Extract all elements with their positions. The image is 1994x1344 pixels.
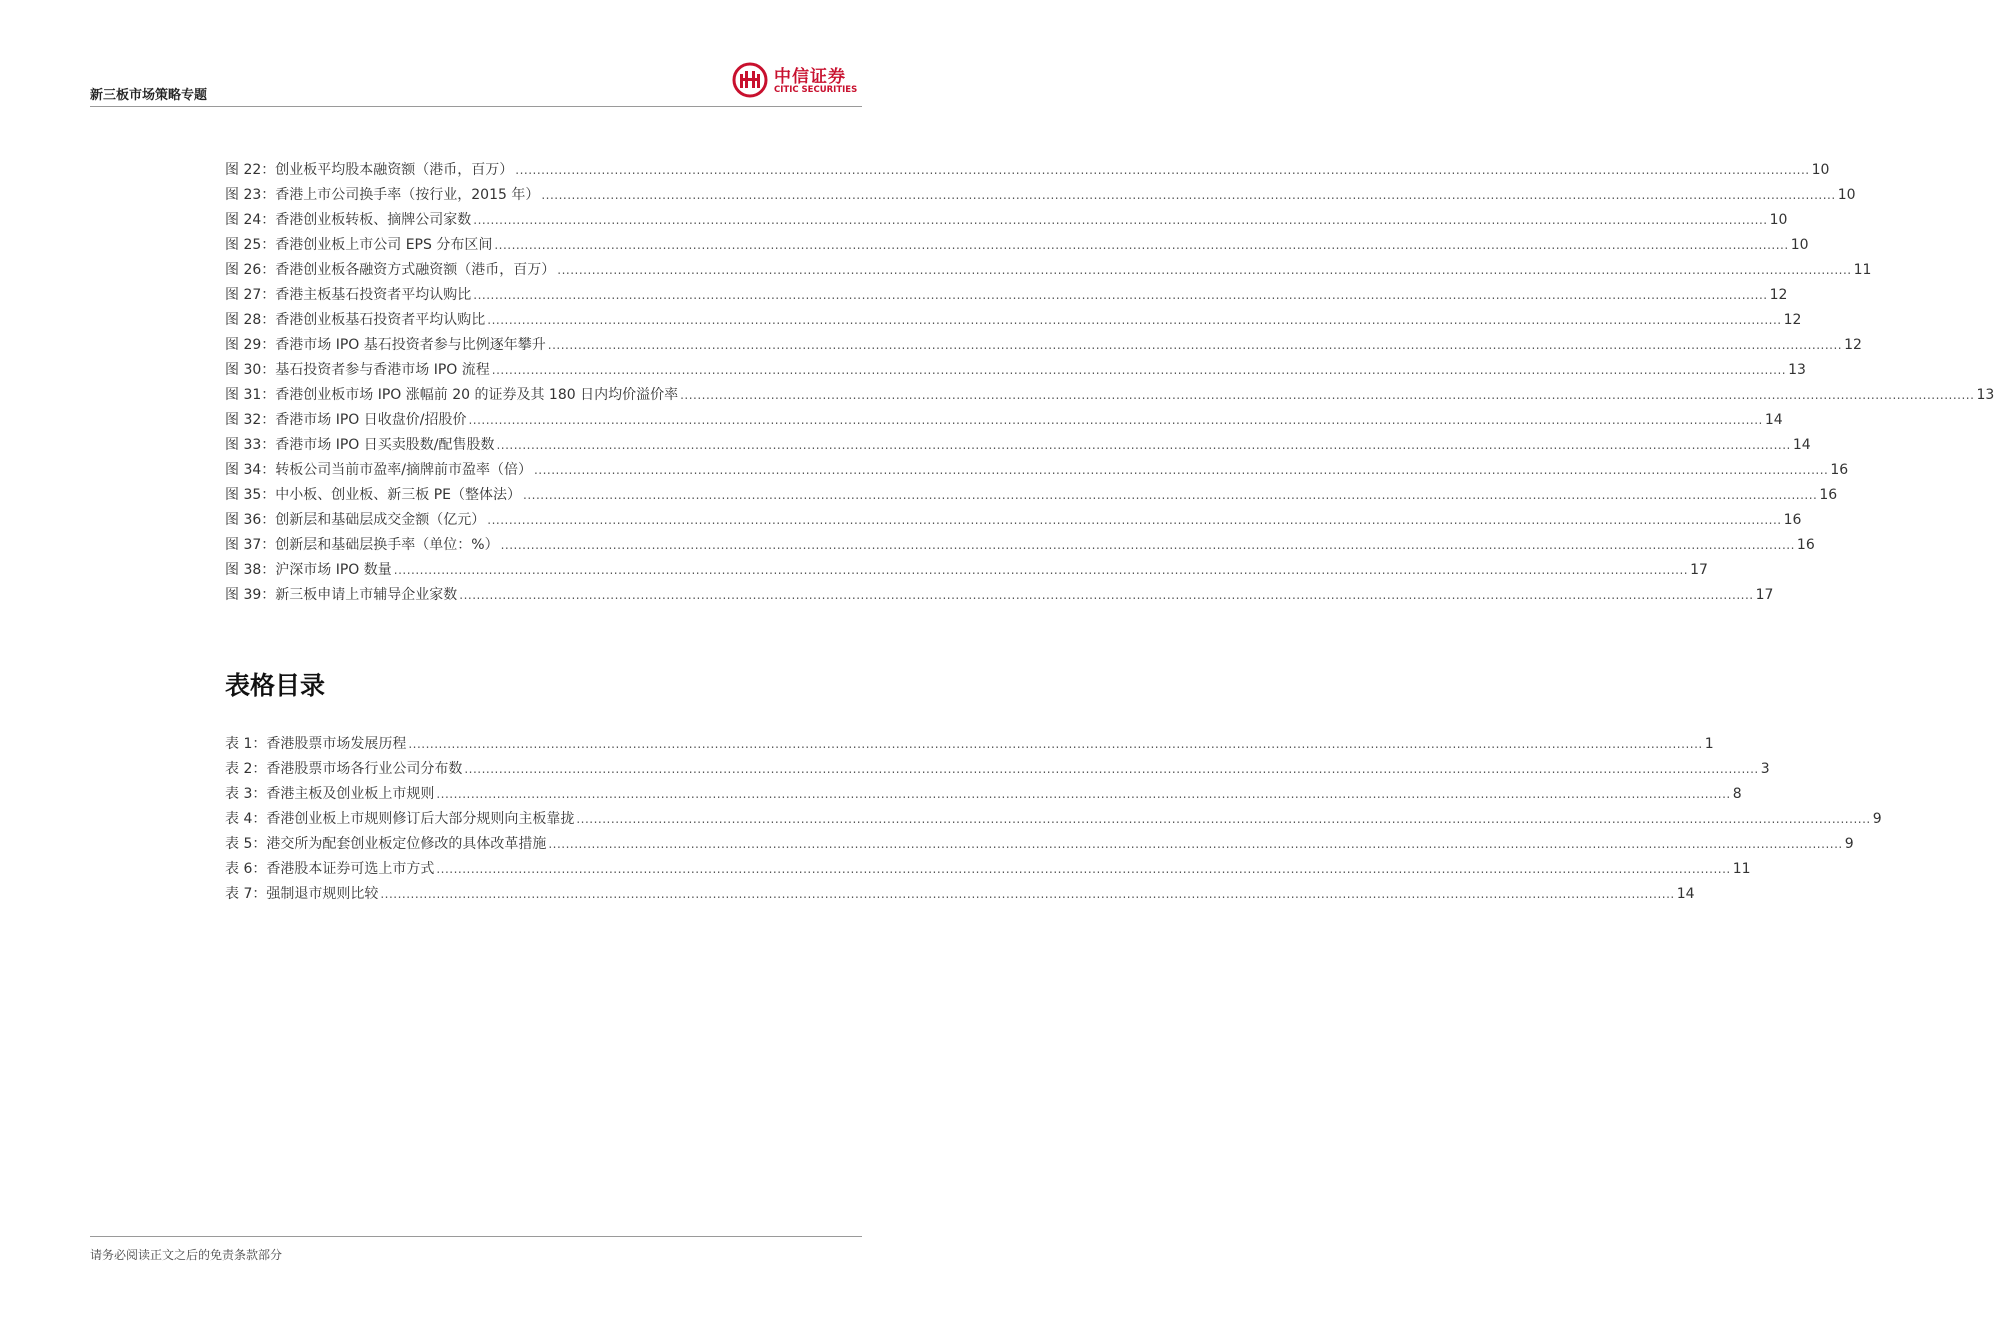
toc-leader-dots: ............................................................................................................................................................................................................................................................................................................ bbox=[541, 188, 1836, 202]
toc-entry-page: 10 bbox=[1790, 237, 1809, 253]
toc-entry-label: 图 24：香港创业板转板、摘牌公司家数 bbox=[225, 212, 472, 228]
toc-leader-dots: ............................................................................................................................................................................................................................................................................................................ bbox=[473, 288, 1768, 302]
toc-entry-page: 16 bbox=[1796, 537, 1815, 553]
toc-leader-dots: ............................................................................................................................................................................................................................................................................................................ bbox=[557, 263, 1852, 277]
citic-logo bbox=[732, 60, 862, 100]
toc-entry-page: 12 bbox=[1769, 287, 1788, 303]
toc-entry-page: 9 bbox=[1872, 811, 1882, 827]
toc-entry-label: 图 23：香港上市公司换手率（按行业，2015 年） bbox=[225, 187, 540, 203]
toc-entry-page: 3 bbox=[1760, 761, 1770, 777]
toc-leader-dots: ............................................................................................................................................................................................................................................................................................................ bbox=[523, 488, 1818, 502]
toc-leader-dots: ............................................................................................................................................................................................................................................................................................................ bbox=[468, 413, 1763, 427]
toc-entry-page: 9 bbox=[1844, 836, 1854, 852]
logo-english-name: CITIC SECURITIES bbox=[774, 85, 858, 95]
toc-entry[interactable] bbox=[225, 586, 1774, 604]
toc-entry[interactable] bbox=[225, 735, 1714, 753]
logo-chinese-name: 中信证券 bbox=[774, 67, 846, 87]
toc-entry[interactable] bbox=[225, 511, 1802, 529]
toc-entry-label: 图 33：香港市场 IPO 日买卖股数/配售股数 bbox=[225, 437, 495, 453]
toc-leader-dots: ............................................................................................................................................................................................................................................................................................................ bbox=[473, 213, 1768, 227]
toc-entry-page: 11 bbox=[1732, 861, 1751, 877]
toc-entry-page: 8 bbox=[1732, 786, 1742, 802]
toc-leader-dots: ............................................................................................................................................................................................................................................................................................................ bbox=[487, 313, 1782, 327]
toc-entry-page: 13 bbox=[1976, 387, 1994, 403]
toc-entry[interactable] bbox=[225, 785, 1742, 803]
toc-entry[interactable] bbox=[225, 336, 1862, 354]
toc-entry-page: 16 bbox=[1830, 462, 1849, 478]
toc-leader-dots: ............................................................................................................................................................................................................................................................................................................ bbox=[548, 837, 1843, 851]
toc-leader-dots: ............................................................................................................................................................................................................................................................................................................ bbox=[459, 588, 1754, 602]
toc-leader-dots: ............................................................................................................................................................................................................................................................................................................ bbox=[408, 737, 1703, 751]
toc-entry-label: 图 32：香港市场 IPO 日收盘价/招股价 bbox=[225, 412, 467, 428]
toc-entry-label: 表 3：香港主板及创业板上市规则 bbox=[225, 786, 435, 802]
toc-leader-dots: ............................................................................................................................................................................................................................................................................................................ bbox=[491, 363, 1787, 377]
toc-entry-page: 14 bbox=[1764, 412, 1783, 428]
toc-entry-label: 表 7：强制退市规则比较 bbox=[225, 886, 379, 902]
toc-entry-label: 表 1：香港股票市场发展历程 bbox=[225, 736, 407, 752]
toc-entry[interactable] bbox=[225, 211, 1788, 229]
toc-entry-page: 14 bbox=[1676, 886, 1695, 902]
toc-entry-label: 表 5：港交所为配套创业板定位修改的具体改革措施 bbox=[225, 836, 547, 852]
toc-leader-dots: ............................................................................................................................................................................................................................................................................................................ bbox=[380, 887, 1675, 901]
toc-entry-label: 图 34：转板公司当前市盈率/摘牌前市盈率（倍） bbox=[225, 462, 532, 478]
toc-entry-label: 图 37：创新层和基础层换手率（单位：%） bbox=[225, 537, 499, 553]
toc-entry-label: 图 38：沪深市场 IPO 数量 bbox=[225, 562, 392, 578]
toc-leader-dots: ............................................................................................................................................................................................................................................................................................................ bbox=[547, 338, 1843, 352]
toc-entry-page: 10 bbox=[1837, 187, 1856, 203]
toc-entry-page: 16 bbox=[1783, 512, 1802, 528]
toc-entry[interactable] bbox=[225, 361, 1806, 379]
toc-entry[interactable] bbox=[225, 236, 1809, 254]
toc-entry-label: 图 26：香港创业板各融资方式融资额（港币，百万） bbox=[225, 262, 556, 278]
toc-entry-label: 图 30：基石投资者参与香港市场 IPO 流程 bbox=[225, 362, 490, 378]
toc-entry-page: 13 bbox=[1788, 362, 1806, 378]
table-toc-heading: 表格目录 bbox=[225, 671, 326, 700]
toc-entry[interactable] bbox=[225, 860, 1751, 878]
toc-entry-label: 图 27：香港主板基石投资者平均认购比 bbox=[225, 287, 472, 303]
toc-entry-page: 11 bbox=[1853, 262, 1872, 278]
toc-leader-dots: ............................................................................................................................................................................................................................................................................................................ bbox=[496, 438, 1791, 452]
toc-entry-page: 10 bbox=[1811, 162, 1830, 178]
toc-leader-dots: ............................................................................................................................................................................................................................................................................................................ bbox=[487, 513, 1782, 527]
toc-entry-label: 图 35：中小板、创业板、新三板 PE（整体法） bbox=[225, 487, 522, 503]
toc-entry-label: 图 28：香港创业板基石投资者平均认购比 bbox=[225, 312, 486, 328]
toc-entry[interactable] bbox=[225, 436, 1811, 454]
toc-leader-dots: ............................................................................................................................................................................................................................................................................................................ bbox=[515, 163, 1810, 177]
toc-leader-dots: ............................................................................................................................................................................................................................................................................................................ bbox=[533, 463, 1829, 477]
toc-entry[interactable] bbox=[225, 186, 1856, 204]
toc-entry-page: 14 bbox=[1792, 437, 1811, 453]
toc-leader-dots: ............................................................................................................................................................................................................................................................................................................ bbox=[464, 762, 1759, 776]
toc-entry-label: 图 39：新三板申请上市辅导企业家数 bbox=[225, 587, 458, 603]
toc-entry[interactable] bbox=[225, 561, 1708, 579]
toc-leader-dots: ............................................................................................................................................................................................................................................................................................................ bbox=[494, 238, 1789, 252]
toc-entry[interactable] bbox=[225, 411, 1783, 429]
toc-leader-dots: ............................................................................................................................................................................................................................................................................................................ bbox=[680, 388, 1975, 402]
citic-logo-icon bbox=[732, 62, 768, 98]
toc-entry[interactable] bbox=[225, 161, 1830, 179]
toc-entry[interactable] bbox=[225, 386, 1994, 404]
toc-entry[interactable] bbox=[225, 885, 1695, 903]
toc-entry-label: 图 22：创业板平均股本融资额（港币，百万） bbox=[225, 162, 514, 178]
toc-leader-dots: ............................................................................................................................................................................................................................................................................................................ bbox=[576, 812, 1871, 826]
toc-leader-dots: ............................................................................................................................................................................................................................................................................................................ bbox=[500, 538, 1795, 552]
toc-entry-page: 12 bbox=[1844, 337, 1862, 353]
toc-entry-label: 表 2：香港股票市场各行业公司分布数 bbox=[225, 761, 463, 777]
toc-entry-page: 12 bbox=[1783, 312, 1802, 328]
toc-entry[interactable] bbox=[225, 536, 1815, 554]
toc-entry-page: 1 bbox=[1704, 736, 1714, 752]
toc-entry-label: 图 29：香港市场 IPO 基石投资者参与比例逐年攀升 bbox=[225, 337, 546, 353]
footer-divider bbox=[90, 1236, 862, 1237]
page-header bbox=[90, 58, 862, 104]
toc-entry-page: 16 bbox=[1819, 487, 1838, 503]
toc-entry[interactable] bbox=[225, 810, 1882, 828]
toc-entry-label: 图 25：香港创业板上市公司 EPS 分布区间 bbox=[225, 237, 493, 253]
toc-leader-dots: ............................................................................................................................................................................................................................................................................................................ bbox=[393, 563, 1689, 577]
header-divider bbox=[90, 106, 862, 107]
toc-entry-label: 图 36：创新层和基础层成交金额（亿元） bbox=[225, 512, 486, 528]
toc-entry[interactable] bbox=[225, 486, 1838, 504]
toc-entry-page: 17 bbox=[1690, 562, 1708, 578]
toc-leader-dots: ............................................................................................................................................................................................................................................................................................................ bbox=[436, 862, 1731, 876]
toc-entry-page: 10 bbox=[1769, 212, 1788, 228]
toc-entry-page: 17 bbox=[1755, 587, 1774, 603]
toc-leader-dots: ............................................................................................................................................................................................................................................................................................................ bbox=[436, 787, 1731, 801]
toc-entry[interactable] bbox=[225, 261, 1872, 279]
toc-entry[interactable] bbox=[225, 835, 1854, 853]
toc-entry[interactable] bbox=[225, 311, 1802, 329]
toc-entry-label: 表 4：香港创业板上市规则修订后大部分规则向主板靠拢 bbox=[225, 811, 575, 827]
toc-entry-label: 图 31：香港创业板市场 IPO 涨幅前 20 的证券及其 180 日内均价溢价率 bbox=[225, 387, 679, 403]
toc-entry[interactable] bbox=[225, 760, 1770, 778]
report-series-title: 新三板市场策略专题 bbox=[90, 88, 208, 103]
toc-entry[interactable] bbox=[225, 461, 1849, 479]
toc-entry[interactable] bbox=[225, 286, 1788, 304]
disclaimer-note: 请务必阅读正文之后的免责条款部分 bbox=[90, 1248, 283, 1262]
toc-entry-label: 表 6：香港股本证券可选上市方式 bbox=[225, 861, 435, 877]
